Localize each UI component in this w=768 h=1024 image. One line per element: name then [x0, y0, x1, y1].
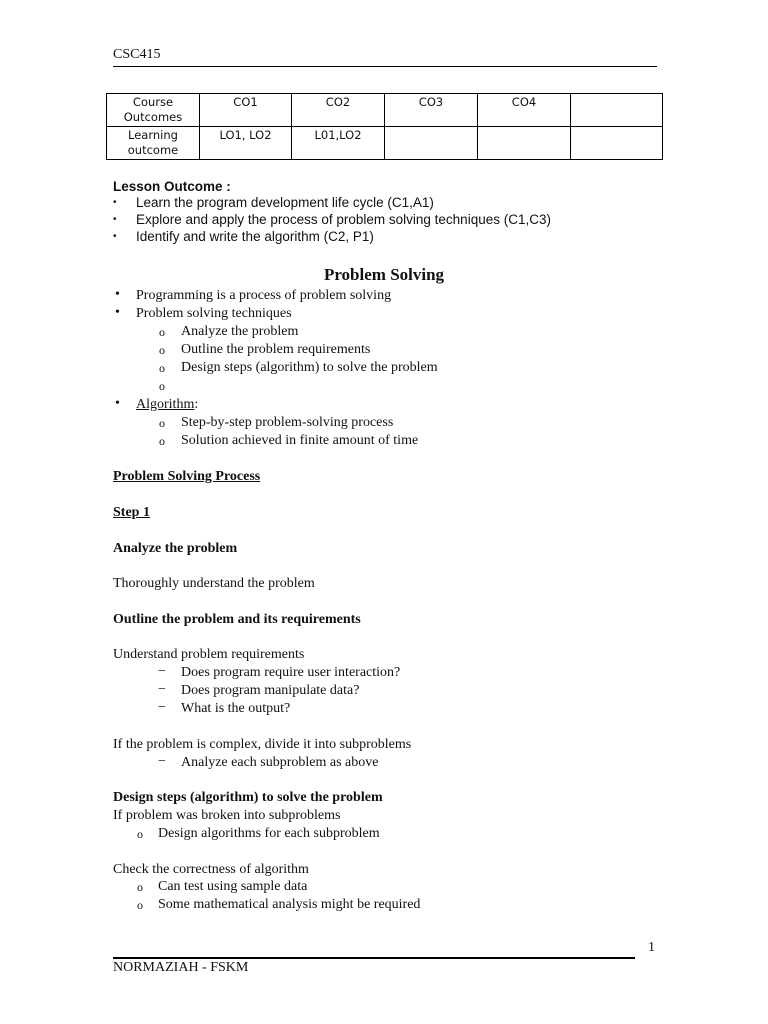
sub-bullet-text: Design steps (algorithm) to solve the problem	[181, 360, 438, 375]
bullet-icon: •	[113, 197, 117, 208]
header-rule	[113, 66, 657, 67]
circle-bullet-icon: o	[137, 880, 143, 894]
dash-item-text: Does program manipulate data?	[181, 683, 360, 698]
dash-item-text: What is the output?	[181, 701, 291, 716]
table-cell	[571, 94, 663, 127]
outline-text: Understand problem requirements	[113, 647, 305, 662]
circle-bullet-icon: o	[159, 434, 165, 448]
table-cell: Course Outcomes	[107, 94, 200, 127]
bullet-icon: •	[113, 214, 117, 225]
sub-bullet-text: Analyze the problem	[181, 324, 299, 339]
bullet-text: Programming is a process of problem solving	[136, 288, 392, 303]
step-heading: Step 1	[113, 505, 150, 520]
algorithm-label	[136, 397, 198, 413]
outline-heading: Outline the problem and its requirements	[113, 612, 361, 627]
page-number: 1	[648, 940, 655, 955]
algorithm-colon: :	[194, 397, 199, 412]
footer-rule	[113, 957, 635, 959]
dash-icon: −	[158, 682, 166, 697]
lesson-outcome-item: Explore and apply the process of problem solving techniques (C1,C3)	[136, 212, 551, 227]
outcomes-table	[106, 93, 663, 160]
circle-bullet-icon: o	[159, 325, 165, 339]
table-cell: CO4	[478, 94, 571, 127]
course-code: CSC415	[113, 47, 161, 62]
dash-item-text: Does program require user interaction?	[181, 665, 401, 680]
table-cell: CO1	[200, 94, 292, 127]
check-sub-text: Can test using sample data	[158, 879, 308, 894]
bullet-icon: •	[115, 396, 120, 411]
lesson-outcome-item: Identify and write the algorithm (C2, P1)	[136, 229, 374, 244]
sub-bullet-text: Step-by-step problem-solving process	[181, 415, 394, 430]
design-sub-text: Design algorithms for each subproblem	[158, 826, 380, 841]
table-row	[107, 94, 663, 127]
bullet-icon: •	[115, 287, 120, 302]
check-sub-text: Some mathematical analysis might be required	[158, 897, 421, 912]
bullet-text: Problem solving techniques	[136, 306, 292, 321]
dash-icon: −	[158, 664, 166, 679]
sub-bullet-text: Outline the problem requirements	[181, 342, 371, 357]
analyze-text: Thoroughly understand the problem	[113, 576, 315, 591]
circle-bullet-icon: o	[137, 827, 143, 841]
sub-bullet-text: Solution achieved in finite amount of time	[181, 433, 419, 448]
circle-bullet-icon: o	[159, 361, 165, 375]
bullet-icon: •	[115, 305, 120, 320]
table-cell: Learning outcome	[107, 127, 200, 160]
dash-icon: −	[158, 754, 166, 769]
algorithm-term: Algorithm	[136, 397, 195, 412]
complex-text: If the problem is complex, divide it into subproblems	[113, 737, 412, 752]
footer-author: NORMAZIAH - FSKM	[113, 960, 249, 975]
design-text: If problem was broken into subproblems	[113, 808, 341, 823]
design-heading: Design steps (algorithm) to solve the problem	[113, 790, 383, 805]
check-text: Check the correctness of algorithm	[113, 862, 309, 877]
circle-bullet-icon: o	[159, 379, 165, 393]
table-cell	[478, 127, 571, 160]
lesson-outcome-heading: Lesson Outcome :	[113, 179, 231, 194]
table-cell: LO1, LO2	[200, 127, 292, 160]
table-cell: L01,LO2	[292, 127, 385, 160]
bullet-icon: •	[113, 231, 117, 242]
table-cell	[571, 127, 663, 160]
table-cell: CO3	[385, 94, 478, 127]
dash-icon: −	[158, 700, 166, 715]
circle-bullet-icon: o	[159, 343, 165, 357]
circle-bullet-icon: o	[159, 416, 165, 430]
circle-bullet-icon: o	[137, 898, 143, 912]
lesson-outcome-item: Learn the program development life cycle (C1,A1)	[136, 195, 434, 210]
dash-item-text: Analyze each subproblem as above	[181, 755, 379, 770]
process-heading: Problem Solving Process	[113, 469, 261, 484]
analyze-heading: Analyze the problem	[113, 541, 238, 556]
table-cell	[385, 127, 478, 160]
page-title: Problem Solving	[323, 265, 445, 284]
table-cell: CO2	[292, 94, 385, 127]
table-row	[107, 127, 663, 160]
